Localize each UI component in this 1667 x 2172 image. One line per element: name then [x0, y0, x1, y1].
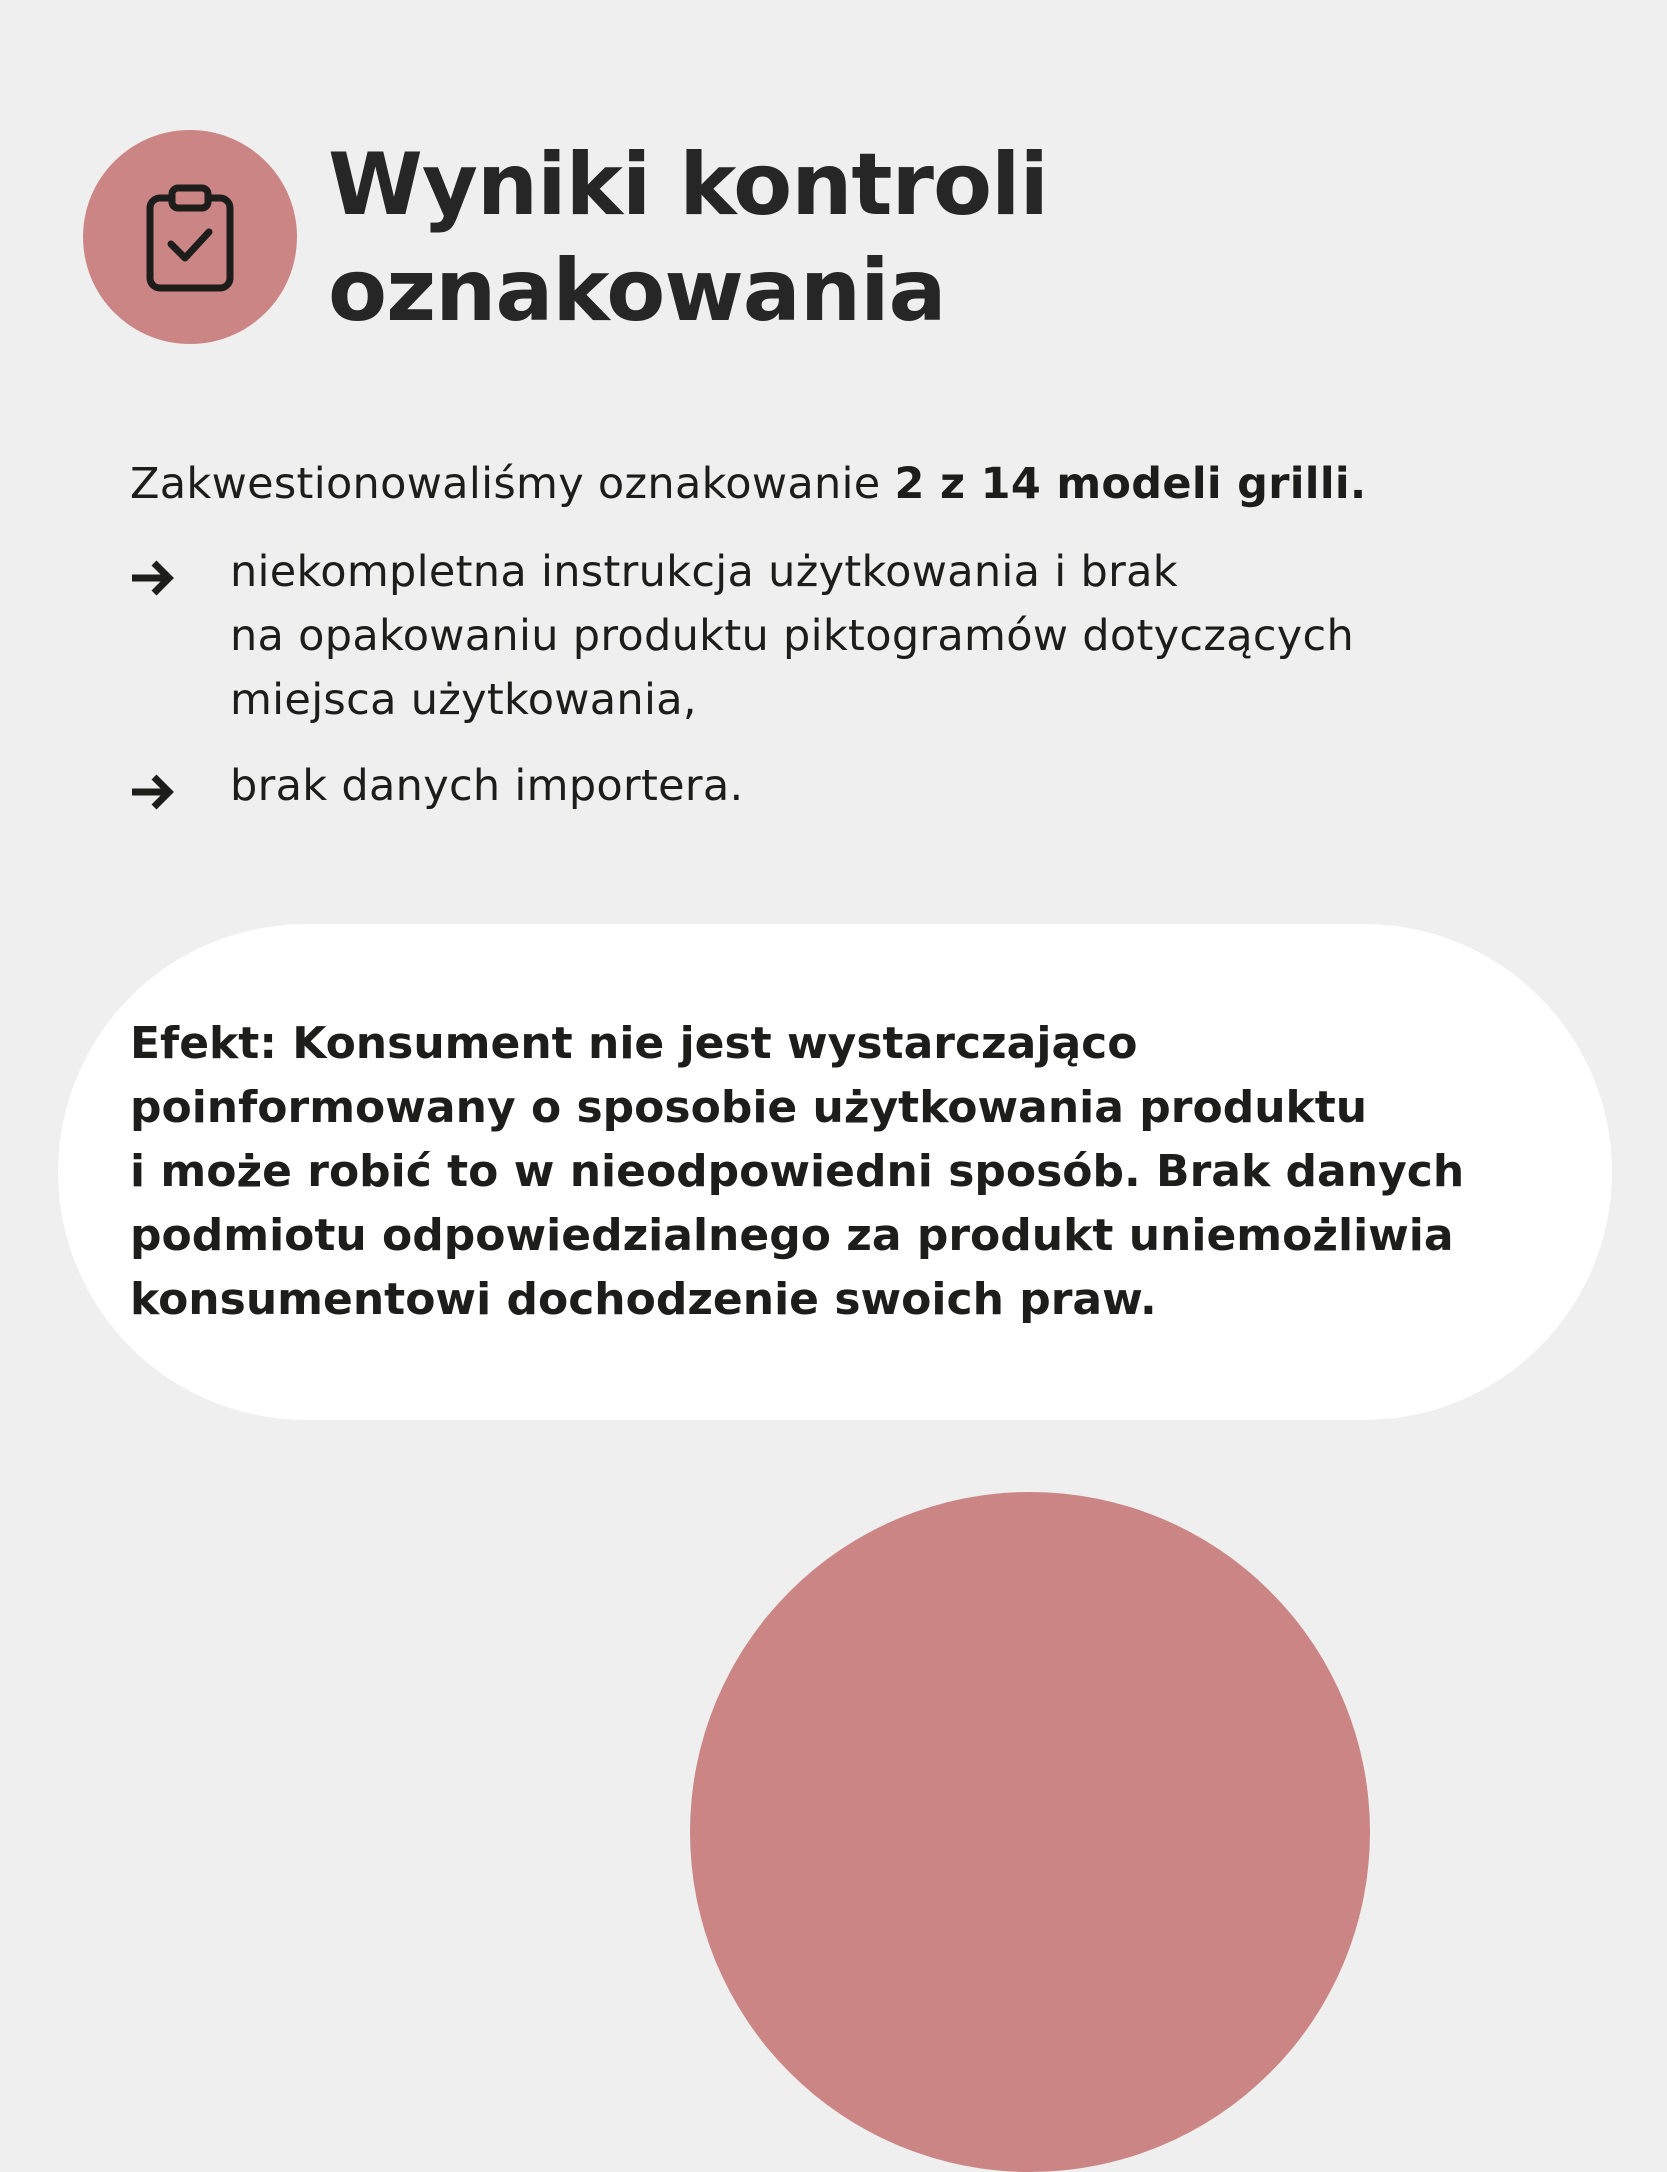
page-title — [328, 132, 1048, 344]
intro-text: Zakwestionowaliśmy oznakowanie — [130, 459, 895, 509]
findings-list — [130, 540, 1590, 840]
effect-line: i może robić to w nieodpowiedni sposób. Brak danych — [130, 1146, 1465, 1197]
effect-line: Efekt: Konsument nie jest wystarczająco — [130, 1018, 1138, 1069]
effect-line: podmiotu odpowiedzialnego za produkt uniemożliwia — [130, 1210, 1454, 1261]
title-line-2: oznakowania — [328, 241, 946, 341]
arrow-right-icon — [130, 558, 176, 598]
list-item — [130, 540, 1590, 732]
icon-circle — [83, 130, 297, 344]
clipboard-check-icon — [145, 184, 235, 292]
title-line-1: Wyniki kontroli — [328, 135, 1048, 235]
list-item-line: na opakowaniu produktu piktogramów dotyczących — [230, 611, 1355, 661]
decorative-circle — [690, 1492, 1370, 2172]
list-item — [130, 754, 1590, 818]
effect-line: poinformowany o sposobie użytkowania produktu — [130, 1082, 1368, 1133]
intro-highlight: 2 z 14 modeli grilli. — [894, 459, 1367, 509]
effect-line: konsumentowi dochodzenie swoich praw. — [130, 1274, 1157, 1325]
list-item-line: niekompletna instrukcja użytkowania i brak — [230, 547, 1178, 597]
effect-text — [130, 1012, 1610, 1332]
list-item-line: miejsca użytkowania, — [230, 675, 697, 725]
list-item-line: brak danych importera. — [230, 761, 744, 811]
intro-paragraph — [130, 456, 1367, 512]
arrow-right-icon — [130, 772, 176, 812]
